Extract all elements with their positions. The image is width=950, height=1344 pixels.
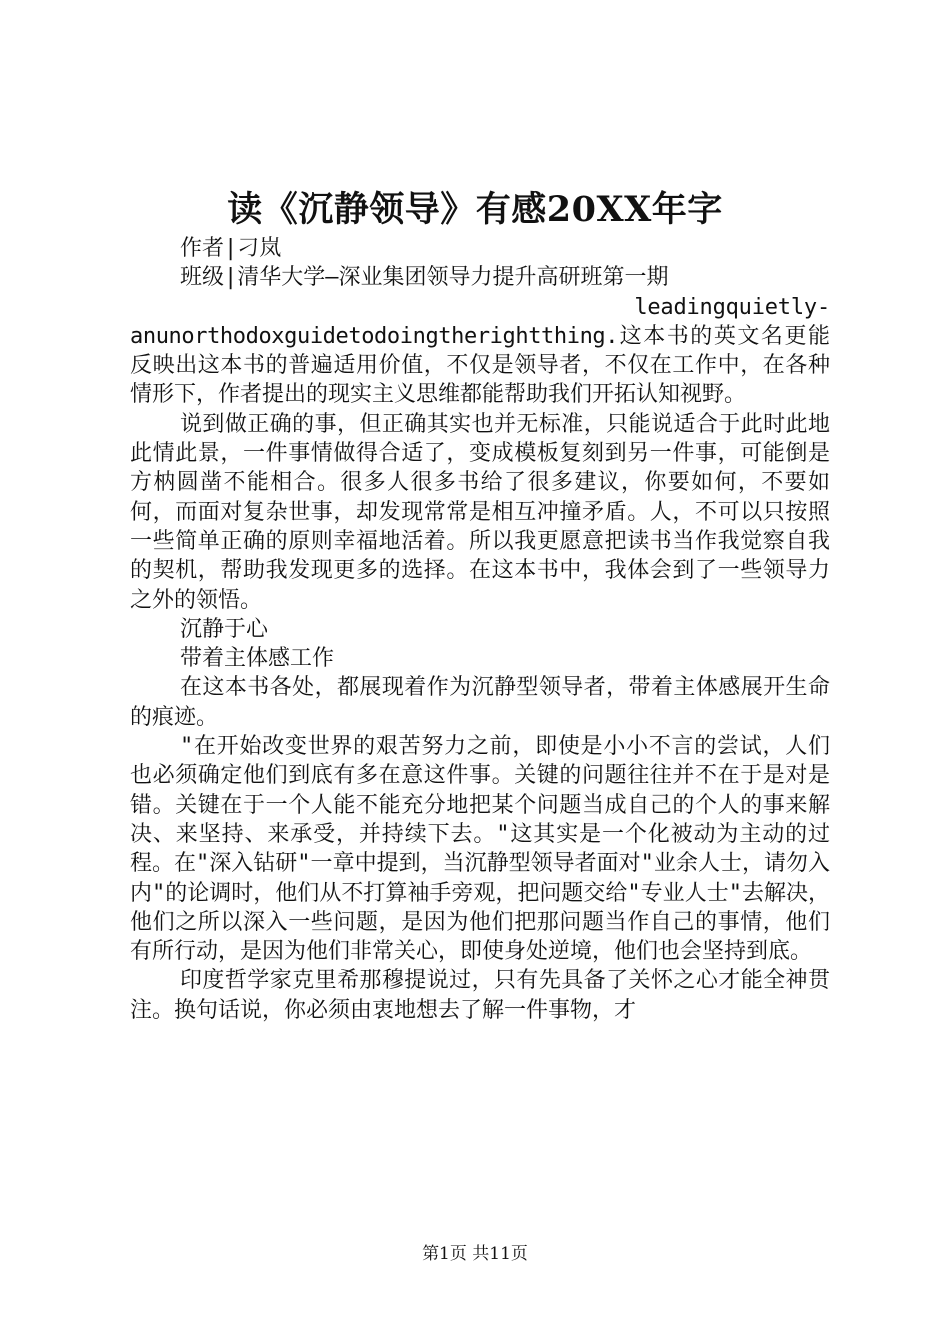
document-title: 读《沉静领导》有感20XX年字	[227, 189, 723, 230]
class-line: 班级|清华大学—深业集团领导力提升高研班第一期	[180, 265, 669, 291]
english-title-line: leadingquietly-	[634, 294, 830, 320]
english-title-continuation: anunorthodoxguidetodoingtherightthing.	[130, 323, 619, 349]
section-heading-ownership: 带着主体感工作	[180, 646, 335, 672]
page-footer	[0, 1242, 950, 1266]
author-line: 作者|刁岚	[180, 236, 282, 261]
paragraph-krishnamurti: 印度哲学家克里希那穆提说过，只有先具备了关怀之心才能全神贯注。换句话说，你必须由衷地想去了解一件事物，才	[130, 968, 830, 1023]
section-heading-quiet-heart: 沉静于心	[180, 616, 269, 642]
paragraph-right-thing: 说到做正确的事，但正确其实也并无标准，只能说适合于此时此地此情此景，一件事情做得合适了，变成模板复刻到另一件事，可能倒是方枘圆凿不能相合。很多人很多书给了很多建议，你要如何，不要如何，而面对复杂世事，却发现常常是相互冲撞矛盾。人，不可以只按照一些简单正确的原则幸福地活着。所以我更愿意把读书当作我觉察自我的契机，帮助我发现更多的选择。在这本书中，我体会到了一些领导力之外的领悟。	[130, 411, 830, 613]
page-number-label: 第1页 共11页	[422, 1244, 528, 1264]
paragraph-intro	[130, 322, 830, 410]
paragraph-ownership-intro: 在这本书各处，都展现着作为沉静型领导者，带着主体感展开生命的痕迹。	[130, 675, 830, 730]
document-body	[130, 234, 830, 1025]
paragraph-quote: "在开始改变世界的艰苦努力之前，即使是小小不言的尝试，人们也必须确定他们到底有多在意这件事。关键的问题往往并不在于是对是错。关键在于一个人能不能充分地把某个问题当成自己的个人的事来解决、来坚持、来承受，并持续下去。"这其实是一个化被动为主动的过程。在"深入钻研"一章中提到，当沉静型领导者面对"业余人士，请勿入内"的论调时，他们从不打算袖手旁观，把问题交给"专业人士"去解决，他们之所以深入一些问题，是因为他们把那问题当作自己的事情，他们有所行动，是因为他们非常关心，即使身处逆境，他们也会坚持到底。	[130, 734, 830, 965]
paragraph-intro-text: 这本书的英文名更能反映出这本书的普遍适用价值，不仅是领导者，不仅在工作中，在各种情形下，作者提出的现实主义思维都能帮助我们开拓认知视野。	[130, 323, 830, 408]
